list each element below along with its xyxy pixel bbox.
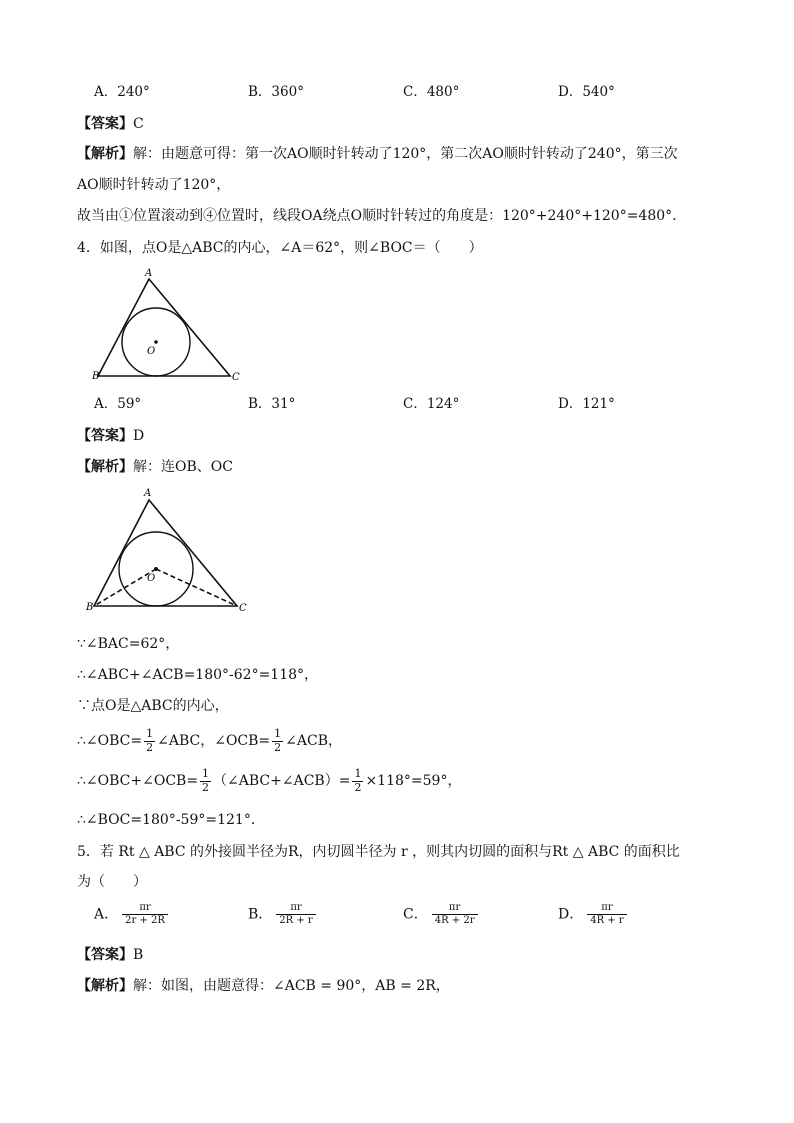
fraction-denominator: 2	[202, 780, 210, 794]
triangle-abc	[94, 500, 237, 606]
fraction-denominator: 2R + r	[279, 915, 313, 926]
fraction-numerator: πr	[276, 902, 315, 915]
fraction-numerator: πr	[432, 902, 478, 915]
q4-option-a: A．59°	[94, 396, 142, 412]
q5-stem-line1: 5．若 Rt △ ABC 的外接圆半径为R，内切圆半径为 r ，则其内切圆的面积与Rt △ ABC 的面积比	[77, 844, 680, 860]
fraction-numerator: 1	[202, 767, 210, 780]
answer-tag: 【答案】	[77, 428, 133, 444]
q5-answer	[77, 948, 143, 962]
option-fraction	[587, 902, 626, 927]
fraction-denominator: 2r + 2R	[125, 915, 165, 926]
q4-step1: ∵∠BAC=62°，	[77, 636, 180, 652]
q5-option-a	[94, 902, 172, 927]
q4-option-c: C．124°	[403, 396, 460, 412]
label-a: A	[145, 268, 153, 279]
q3-analysis-line1	[77, 147, 678, 161]
q3-answer	[77, 117, 144, 131]
option-label: C．	[403, 906, 428, 923]
step-text: ∴∠OBC+∠OCB=	[77, 773, 199, 790]
half-fraction	[200, 768, 211, 794]
step-text: ∠ACB，	[285, 733, 342, 750]
step-text: ∴∠OBC=	[77, 733, 143, 750]
q5-option-d	[558, 902, 631, 927]
fraction-numerator: 1	[354, 767, 362, 780]
half-fraction	[144, 728, 155, 754]
incenter-point	[154, 340, 158, 344]
analysis-text: 解：如图，由题意得：∠ACB = 90°，AB = 2R，	[133, 978, 450, 994]
answer-value: C	[133, 116, 144, 132]
label-b: B	[86, 602, 94, 613]
label-b: B	[92, 371, 100, 382]
fraction-denominator: 4R + 2r	[434, 915, 475, 926]
fraction-denominator: 4R + r	[590, 915, 624, 926]
answer-tag: 【答案】	[77, 116, 133, 132]
label-o: O	[147, 346, 156, 357]
fraction-denominator: 2	[274, 740, 282, 754]
fraction-denominator: 2	[146, 740, 154, 754]
triangle-abc	[98, 279, 230, 376]
q4-option-d: D．121°	[558, 396, 615, 412]
answer-value: B	[133, 947, 144, 963]
option-label: B．	[248, 906, 273, 923]
q4-step3: ∵点O是△ABC的内心，	[77, 698, 229, 714]
q4-figure-incircle	[90, 266, 250, 384]
segment-oc	[156, 569, 237, 606]
option-fraction	[122, 902, 168, 927]
analysis-tag: 【解析】	[77, 978, 133, 994]
q5-stem-line2: 为（ ）	[77, 874, 147, 890]
q3-option-d: D．540°	[558, 84, 615, 100]
step-text: （∠ABC+∠ACB）=	[213, 773, 351, 790]
incenter-point	[154, 567, 158, 571]
q4-step6: ∴∠BOC=180°-59°=121°．	[77, 812, 265, 828]
q5-option-b	[248, 902, 320, 927]
fraction-numerator: πr	[587, 902, 626, 915]
half-fraction	[272, 728, 283, 754]
q4-answer	[77, 429, 144, 443]
fraction-numerator: πr	[122, 902, 168, 915]
q4-step5	[77, 768, 461, 794]
answer-value: D	[133, 428, 145, 444]
analysis-tag: 【解析】	[77, 146, 133, 162]
q4-step4	[77, 728, 342, 754]
analysis-tag: 【解析】	[77, 459, 133, 475]
fraction-numerator: 1	[146, 727, 154, 740]
q5-analysis	[77, 979, 450, 993]
step-text: ∠ABC，∠OCB=	[157, 733, 271, 750]
half-fraction	[352, 768, 363, 794]
q4-solution-figure	[84, 484, 254, 616]
analysis-text: 解：由题意可得：第一次AO顺时针转动了120°，第二次AO顺时针转动了240°，第三次	[133, 146, 678, 162]
q3-option-b: B．360°	[248, 84, 304, 100]
q4-stem: 4．如图，点O是△ABC的内心，∠A＝62°，则∠BOC＝（ ）	[77, 240, 483, 256]
q4-step2: ∴∠ABC+∠ACB=180°-62°=118°，	[77, 667, 319, 683]
q3-analysis-line3: 故当由①位置滚动到④位置时，线段OA绕点O顺时针转过的角度是：120°+240°+120°=480°．	[77, 208, 687, 224]
label-c: C	[232, 372, 240, 383]
step-text: ×118°=59°，	[365, 773, 462, 790]
answer-tag: 【答案】	[77, 947, 133, 963]
option-label: D．	[558, 906, 584, 923]
q4-analysis-intro	[77, 460, 233, 474]
fraction-denominator: 2	[354, 780, 362, 794]
fraction-numerator: 1	[274, 727, 282, 740]
analysis-text: 解：连OB、OC	[133, 459, 233, 475]
option-label: A．	[94, 906, 119, 923]
q3-option-a: A．240°	[94, 84, 150, 100]
q3-option-c: C．480°	[403, 84, 460, 100]
option-fraction	[432, 902, 478, 927]
q5-option-c	[403, 902, 482, 927]
option-fraction	[276, 902, 315, 927]
label-o: O	[147, 573, 156, 584]
label-c: C	[239, 603, 247, 614]
q3-analysis-line2: AO顺时针转动了120°，	[77, 177, 231, 193]
label-a: A	[144, 488, 152, 499]
q4-option-b: B．31°	[248, 396, 296, 412]
